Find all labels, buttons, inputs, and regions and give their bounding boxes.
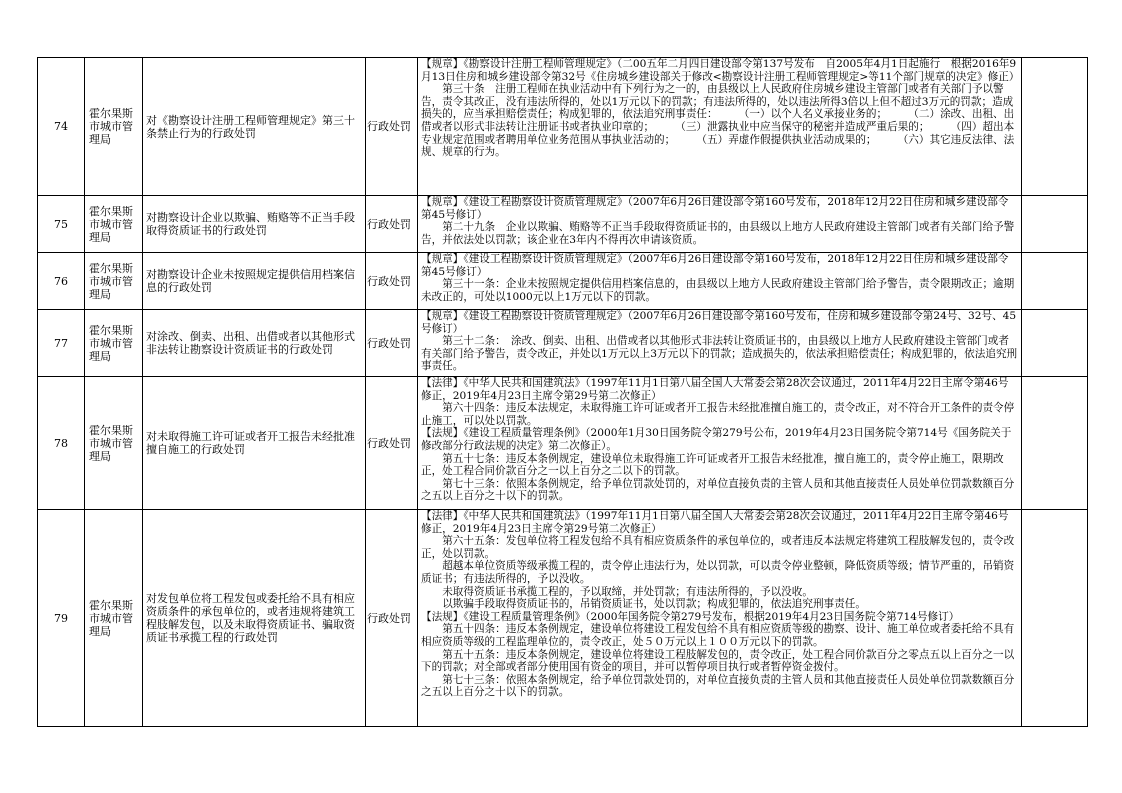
table-row	[38, 253, 1088, 310]
remarks-cell	[1022, 253, 1088, 310]
basis-paragraph: 第五十五条：违反本条例规定，建设单位将建设工程肢解发包的，责令改正，处工程合同价款百分之零点五以上百分之一以下的罚款；对全部或者部分使用国有资金的项目，并可以暂停项目执行或者暂停资金拨付。	[421, 648, 1015, 674]
basis-paragraph: 第二十九条 企业以欺骗、贿赂等不正当手段取得资质证书的，由县级以上地方人民政府建设主管部门或者有关部门给予警告，并依法处以罚款；该企业在3年内不得再次申请该资质。	[421, 221, 1015, 246]
row-number: 75	[38, 196, 85, 253]
remarks-cell	[1022, 58, 1088, 196]
row-number: 77	[38, 310, 85, 377]
penalty-table	[37, 57, 1088, 727]
penalty-item-cell: 对发包单位将工程发包或委托给不具有相应资质条件的承包单位的，或者违规将建筑工程肢解发包，以及未取得资质证书、骗取资质证书承揽工程的行政处罚	[143, 510, 366, 727]
table-row	[38, 196, 1088, 253]
penalty-item-cell: 对未取得施工许可证或者开工报告未经批准擅自施工的行政处罚	[143, 377, 366, 510]
basis-paragraph: 未取得资质证书承揽工程的，予以取缔，并处罚款；有违法所得的，予以没收。	[442, 585, 813, 598]
basis-paragraph: 【法律】《中华人民共和国建筑法》（1997年11月1日第八届全国人大常委会第28次会议通过，2011年4月22日主席令第46号修正，2019年4月23日主席令第29号第二次修正）	[421, 510, 1009, 535]
penalty-type-cell: 行政处罚	[366, 253, 418, 310]
penalty-item-cell: 对涂改、倒卖、出租、出借或者以其他形式非法转让勘察设计资质证书的行政处罚	[143, 310, 366, 377]
basis-paragraph: 超越本单位资质等级承揽工程的，责令停止违法行为，处以罚款，可以责令停业整顿，降低资质等级；情节严重的，吊销资质证书；有违法所得的，予以没收。	[421, 560, 1015, 585]
department-cell: 霍尔果斯市城市管理局	[85, 196, 143, 253]
penalty-type-cell: 行政处罚	[366, 310, 418, 377]
table-row	[38, 310, 1088, 377]
remarks-cell	[1022, 377, 1088, 510]
basis-paragraph: 第三十二条： 涂改、倒卖、出租、出借或者以其他形式非法转让资质证书的，由县级以上地方人民政府建设主管部门或者有关部门给予警告，责令改正，并处以1万元以上3万元以下的罚款；造成损失的，依法承担赔偿责任；构成犯罪的，依法追究刑事责任。	[421, 335, 1018, 373]
basis-paragraph: 【法律】《中华人民共和国建筑法》（1997年11月1日第八届全国人大常委会第28次会议通过，2011年4月22日主席令第46号修正，2019年4月23日主席令第29号第二次修正）	[421, 377, 1009, 402]
row-number: 78	[38, 377, 85, 510]
legal-basis-cell	[418, 377, 1022, 510]
basis-paragraph: 第五十四条：违反本条例规定，建设单位将建设工程发包给不具有相应资质等级的勘察、设计、施工单位或者委托给不具有相应资质等级的工程监理单位的，责令改正，处５０万元以上１００万元以下的罚款。	[421, 623, 1015, 648]
basis-paragraph: 第五十七条：违反本条例规定，建设单位未取得施工许可证或者开工报告未经批准，擅自施工的，责令停止施工，限期改正，处工程合同价款百分之一以上百分之二以下的罚款。	[421, 452, 1004, 478]
basis-paragraph: 第七十三条：依照本条例规定，给予单位罚款处罚的，对单位直接负责的主管人员和其他直接责任人员处单位罚款数额百分之五以上百分之十以下的罚款。	[421, 477, 1015, 503]
remarks-cell	[1022, 310, 1088, 377]
basis-paragraph: 【规章】《建设工程勘察设计资质管理规定》（2007年6月26日建设部令第160号发布，2018年12月22日住房和城乡建设部令第45号修订）	[421, 253, 1009, 278]
row-number: 79	[38, 510, 85, 727]
basis-paragraph: 【法规】《建设工程质量管理条例》（2000年国务院令第279号发布，根据2019年4月23日国务院令第714号修订）	[421, 610, 960, 623]
basis-paragraph: 第七十三条：依照本条例规定，给予单位罚款处罚的，对单位直接负责的主管人员和其他直接责任人员处单位罚款数额百分之五以上百分之十以下的罚款。	[421, 673, 1015, 699]
department-cell: 霍尔果斯市城市管理局	[85, 310, 143, 377]
basis-paragraph: 【规章】《建设工程勘察设计资质管理规定》（2007年6月26日建设部令第160号发布，2018年12月22日住房和城乡建设部令第45号修订）	[421, 196, 1009, 221]
table-row	[38, 377, 1088, 510]
penalty-type-cell: 行政处罚	[366, 377, 418, 510]
row-number: 76	[38, 253, 85, 310]
basis-paragraph: 第三十条 注册工程师在执业活动中有下列行为之一的，由县级以上人民政府住房城乡建设主管部门或者有关部门予以警告，责令其改正，没有违法所得的，处以1万元以下的罚款；有违法所得的，处以违法所得3倍以上但不超过3万元的罚款；造成损失的，应当承担赔偿责任；构成犯罪的，依法追究刑事责任： （一）以个人名义承接业务的； （二）涂改、出租、出借或者以形式非法转让注册证书或者执业印章的； （三）泄露执业中应当保守的秘密并造成严重后果的； （四）超出本专业规定范围或者聘用单位业务范围从事执业活动的； （五）弄虚作假提供执业活动成果的； （六）其它违反法律、法规、规章的行为。	[421, 83, 1015, 159]
legal-basis-cell	[418, 510, 1022, 727]
penalty-type-cell: 行政处罚	[366, 58, 418, 196]
row-number: 74	[38, 58, 85, 196]
table-row	[38, 58, 1088, 196]
penalty-item-cell: 对勘察设计企业以欺骗、贿赂等不正当手段取得资质证书的行政处罚	[143, 196, 366, 253]
basis-paragraph: 第三十一条：企业未按照规定提供信用档案信息的，由县级以上地方人民政府建设主管部门给予警告，责令限期改正；逾期未改正的，可处以1000元以上1万元以下的罚款。	[421, 278, 1015, 303]
basis-paragraph: 【法规】《建设工程质量管理条例》（2000年1月30日国务院令第279号公布，2019年4月23日国务院令第714号《国务院关于修改部分行政法规的决定》第二次修正）。	[421, 427, 1012, 452]
table-row	[38, 510, 1088, 727]
department-cell: 霍尔果斯市城市管理局	[85, 58, 143, 196]
legal-basis-cell	[418, 310, 1022, 377]
basis-paragraph: 第六十四条：违反本法规定，未取得施工许可证或者开工报告未经批准擅自施工的，责令改正，对不符合开工条件的责令停止施工，可以处以罚款。	[421, 402, 1015, 427]
department-cell: 霍尔果斯市城市管理局	[85, 253, 143, 310]
legal-basis-cell	[418, 58, 1022, 196]
remarks-cell	[1022, 510, 1088, 727]
basis-paragraph: 以欺骗手段取得资质证书的，吊销资质证书，处以罚款；构成犯罪的，依法追究刑事责任。	[442, 598, 866, 611]
penalty-item-cell: 对《勘察设计注册工程师管理规定》第三十条禁止行为的行政处罚	[143, 58, 366, 196]
basis-paragraph: 【规章】《勘察设计注册工程师管理规定》（二00五年二月四日建设部令第137号发布 自2005年4月1日起施行 根据2016年9月13日住房和城乡建设部令第32号《住房城乡建设部关于修改<勘察设计注册工程师管理规定>等11个部门规章的决定》修正）	[421, 58, 1019, 83]
department-cell: 霍尔果斯市城市管理局	[85, 377, 143, 510]
penalty-type-cell: 行政处罚	[366, 510, 418, 727]
legal-basis-cell	[418, 196, 1022, 253]
penalty-type-cell: 行政处罚	[366, 196, 418, 253]
remarks-cell	[1022, 196, 1088, 253]
department-cell: 霍尔果斯市城市管理局	[85, 510, 143, 727]
basis-paragraph: 【规章】《建设工程勘察设计资质管理规定》（2007年6月26日建设部令第160号发布，住房和城乡建设部令第24号、32号、45号修订）	[421, 310, 1017, 335]
basis-paragraph: 第六十五条：发包单位将工程发包给不具有相应资质条件的承包单位的，或者违反本法规定将建筑工程肢解发包的，责令改正，处以罚款。	[421, 535, 1015, 560]
penalty-item-cell: 对勘察设计企业未按照规定提供信用档案信息的行政处罚	[143, 253, 366, 310]
legal-basis-cell	[418, 253, 1022, 310]
